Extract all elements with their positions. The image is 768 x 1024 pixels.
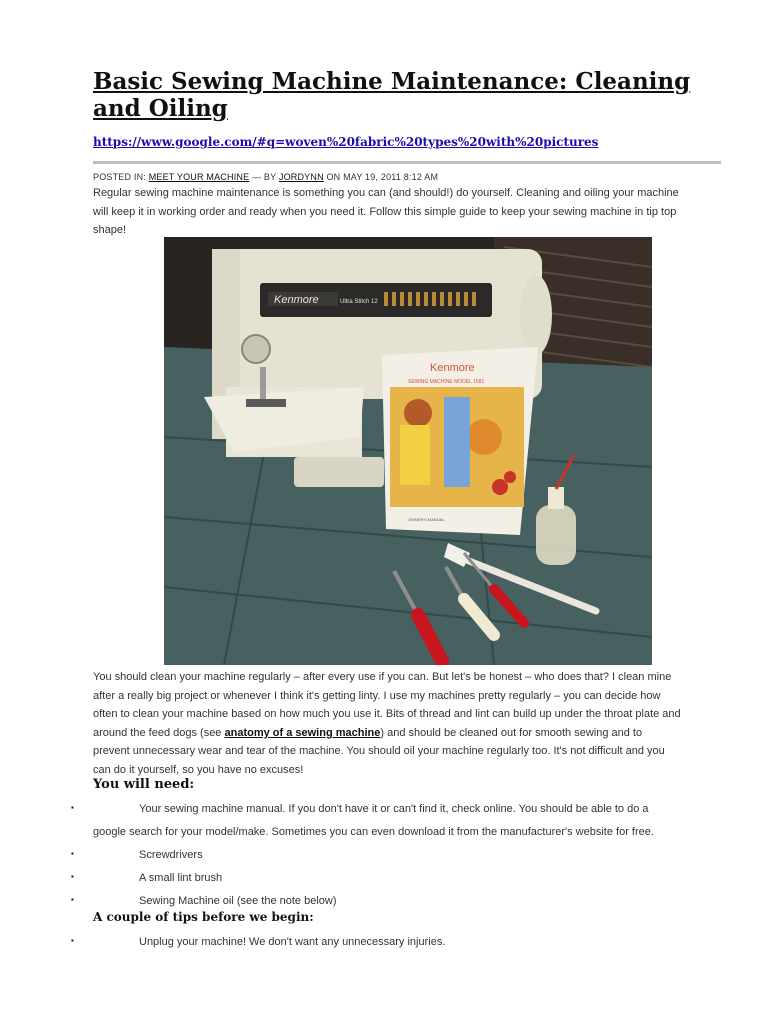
manual-footer: OWNER'S MANUAL (408, 517, 445, 522)
body-line: ) and should be cleaned out for smooth sewing and to (380, 726, 643, 739)
body-line: around the feed dogs (see (93, 726, 225, 739)
posted-in-label: POSTED IN: (93, 172, 147, 182)
intro-line: will keep it in working order and ready when you need it. Follow this simple guide to keep your sewing machine in tip top (93, 205, 677, 218)
bullet-icon: ▪ (71, 895, 74, 904)
tips-heading: A couple of tips before we begin: (93, 910, 314, 924)
list-item-continued: google search for your model/make. Sometimes you can even download it from the manufacturer's website for free. (93, 826, 654, 838)
list-item: Unplug your machine! We don't want any unnecessary injuries. (139, 936, 446, 948)
intro-line: Regular sewing machine maintenance is something you can (and should!) do yourself. Cleaning and oiling your machine (93, 187, 679, 199)
post-date: ON MAY 19, 2011 8:12 AM (326, 172, 439, 182)
header-divider (93, 161, 721, 164)
body-line: after a really big project or whenever I think it's getting linty. I use my machines pretty regularly – you can decide how (93, 689, 661, 702)
anatomy-link[interactable]: anatomy of a sewing machine (224, 726, 381, 739)
body-line: often to clean your machine based on how much you use it. Bits of thread and lint can build up under the throat plate and (93, 708, 681, 721)
machine-model-badge: Ultra Stitch 12 (340, 299, 378, 305)
manual-brand-label: Kenmore (430, 362, 475, 374)
bullet-icon: ▪ (71, 872, 74, 881)
post-meta (93, 172, 438, 182)
body-line: prevent unnecessary wear and tear of the machine. You should oil your machine regularly too. It's not difficult and you (93, 745, 665, 758)
bullet-icon: ▪ (71, 803, 74, 812)
intro-line: shape! (93, 224, 127, 237)
you-will-need-heading: You will need: (93, 777, 195, 792)
machine-brand-label: Kenmore (274, 294, 319, 306)
author-link[interactable]: JORDYNN (278, 172, 324, 182)
sewing-machine-photo (164, 237, 652, 665)
source-url-link[interactable]: https://www.google.com/#q=woven%20fabric%20types%20with%20pictures (93, 135, 599, 149)
article-title: Basic Sewing Machine Maintenance: Cleaning and Oiling (93, 68, 691, 122)
bullet-icon: ▪ (71, 936, 74, 945)
body-paragraph (93, 668, 725, 780)
list-item: Screwdrivers (139, 849, 203, 861)
manual-subtitle: SEWING MACHINE MODEL 1581 (408, 379, 485, 385)
body-line: can do it yourself, so you have no excuses! (93, 763, 304, 776)
category-link[interactable]: MEET YOUR MACHINE (148, 172, 250, 182)
list-item: A small lint brush (139, 872, 223, 884)
intro-paragraph (93, 184, 725, 240)
by-label: — BY (252, 172, 277, 182)
body-line: You should clean your machine regularly – after every use if you can. But let's be honest – who does that? I clean mine (93, 671, 672, 683)
list-item: Sewing Machine oil (see the note below) (139, 895, 337, 907)
bullet-icon: ▪ (71, 849, 74, 858)
list-item: Your sewing machine manual. If you don't have it or can't find it, check online. You should be able to do a (139, 803, 649, 815)
